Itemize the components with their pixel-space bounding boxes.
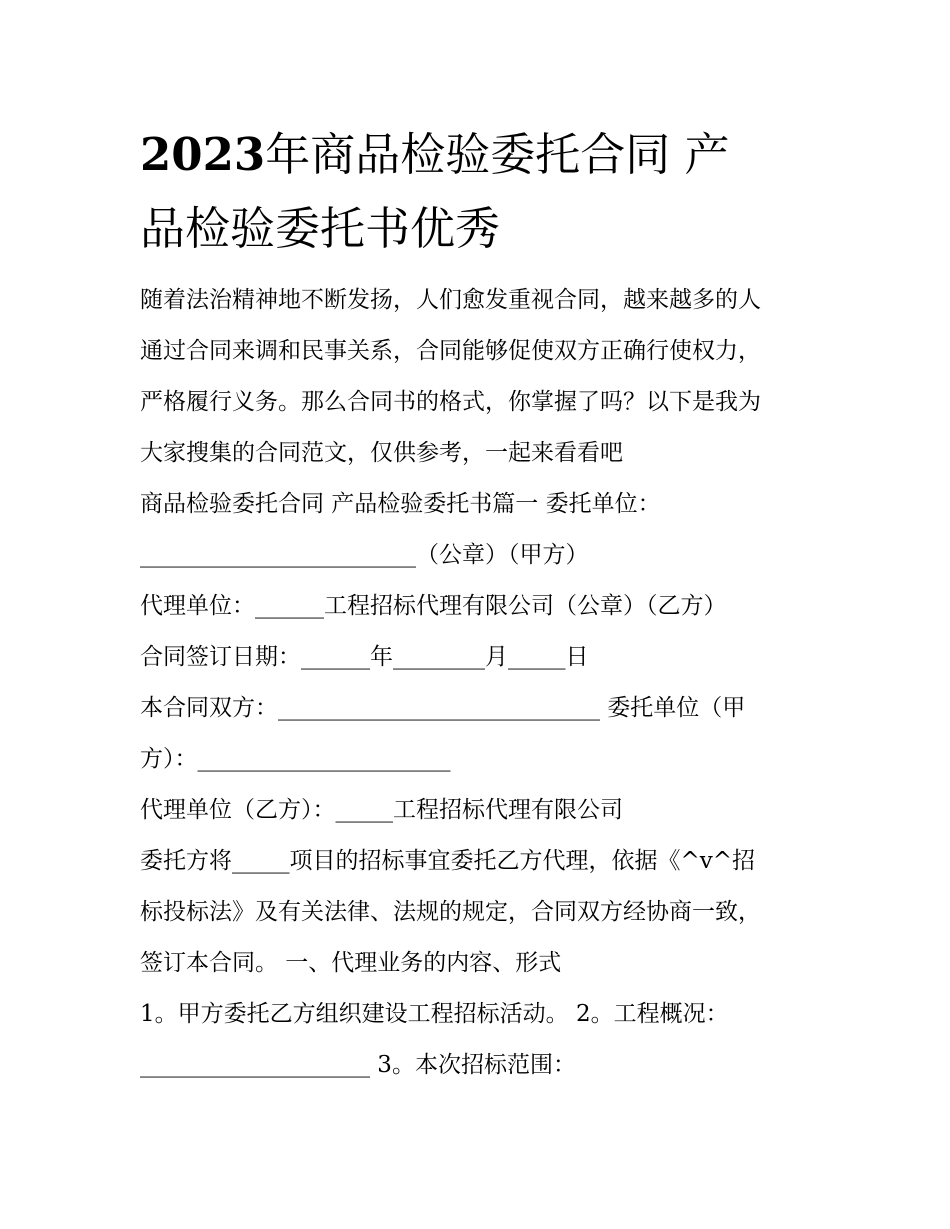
body-line: 随着法治精神地不断发扬，人们愈发重视合同，越来越多的人	[140, 287, 761, 313]
body-line: 1。甲方委托乙方组织建设工程招标活动。 2。工程概况：	[140, 1001, 729, 1027]
body-line: ________________________（公章）（甲方）	[140, 542, 589, 568]
body-line: 严格履行义务。那么合同书的格式，你掌握了吗？以下是我为	[140, 389, 761, 415]
body-line: 标投标法》及有关法律、法规的规定，合同双方经协商一致，	[140, 899, 761, 925]
document-title	[140, 118, 820, 266]
title-line2: 品检验委托书优秀	[140, 202, 501, 255]
body-line: 通过合同来调和民事关系，合同能够促使双方正确行使权力，	[140, 338, 761, 364]
body-line: 商品检验委托合同 产品检验委托书篇一 委托单位：	[140, 491, 661, 517]
body-line: 方）：______________________	[140, 746, 451, 772]
body-line: 合同签订日期：______年________月_____日	[140, 644, 589, 670]
title-year: 2023	[140, 128, 266, 181]
body-line: 本合同双方：____________________________ 委托单位（甲	[140, 695, 746, 721]
body-line: 代理单位：______工程招标代理有限公司（公章）（乙方）	[140, 593, 727, 619]
document-body	[140, 275, 830, 1091]
title-line1-rest: 年商品检验委托合同 产	[265, 128, 730, 181]
body-line: 大家搜集的合同范文，仅供参考，一起来看看吧	[140, 440, 623, 466]
body-line: 委托方将_____项目的招标事宜委托乙方代理，依据《^v^招	[140, 848, 756, 874]
body-line: 代理单位（乙方）：_____工程招标代理有限公司	[140, 797, 623, 823]
body-line: ____________________ 3。本次招标范围：	[140, 1052, 576, 1078]
body-line: 签订本合同。 一、代理业务的内容、形式	[140, 950, 562, 976]
